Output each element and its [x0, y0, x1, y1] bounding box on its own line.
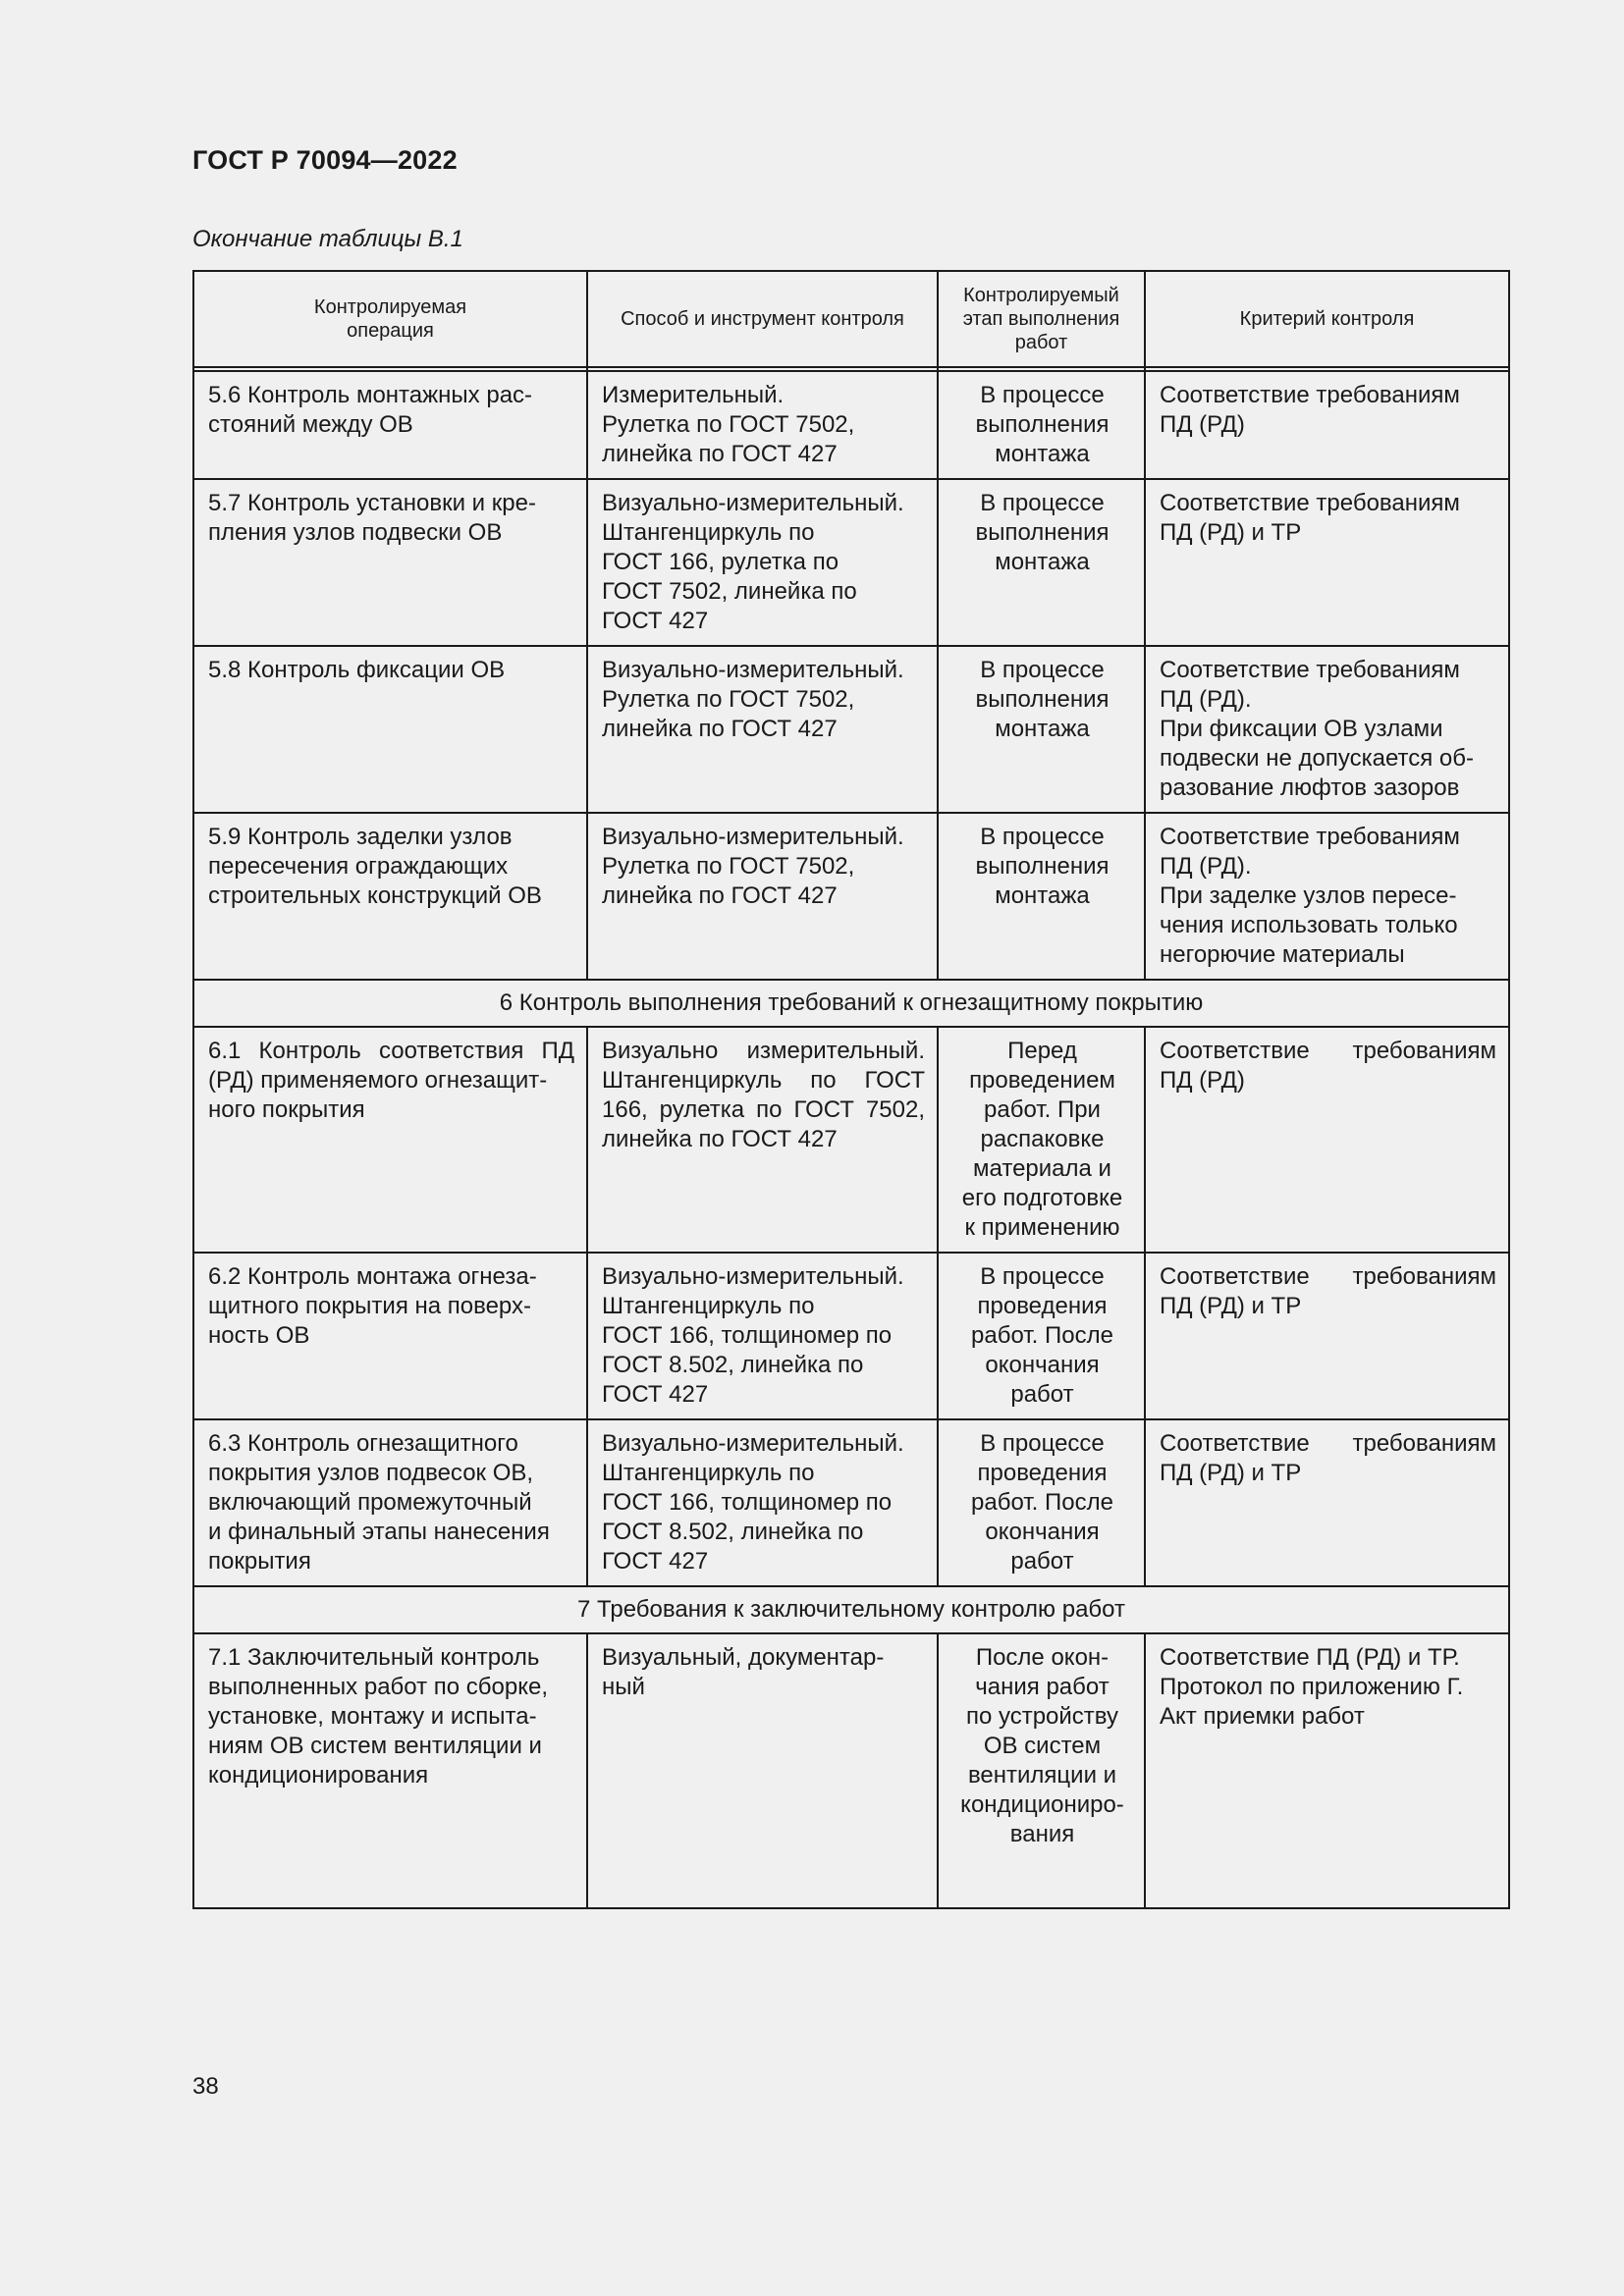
table-row: [193, 479, 1509, 646]
cell-method: Визуально-измерительный. Рулетка по ГОСТ 7502, линейка по ГОСТ 427: [587, 646, 938, 813]
cell-criterion: Соответствие требованиям ПД (РД) и ТР: [1145, 1253, 1509, 1419]
table-row: [193, 813, 1509, 980]
cell-stage: В процессе выполнения монтажа: [938, 371, 1145, 479]
table-header-row: [193, 271, 1509, 367]
cell-method: Визуальный, документар- ный: [587, 1633, 938, 1908]
cell-operation: 6.1 Контроль соответствия ПД (РД) применяемого огнезащит- ного покрытия: [193, 1027, 587, 1253]
cell-method: Визуально-измерительный. Рулетка по ГОСТ 7502, линейка по ГОСТ 427: [587, 813, 938, 980]
cell-method: Визуально-измерительный. Штангенциркуль по ГОСТ 166, толщиномер по ГОСТ 8.502, линейка по ГОСТ 427: [587, 1253, 938, 1419]
column-header-operation: Контролируемая операция: [193, 271, 587, 367]
column-header-stage: Контролируемый этап выполнения работ: [938, 271, 1145, 367]
page-number: 38: [192, 2073, 219, 2100]
section-heading-7: 7 Требования к заключительному контролю работ: [193, 1586, 1509, 1633]
table-row: [193, 1027, 1509, 1253]
cell-method: Измерительный. Рулетка по ГОСТ 7502, линейка по ГОСТ 427: [587, 371, 938, 479]
table-row: [193, 646, 1509, 813]
cell-stage: В процессе выполнения монтажа: [938, 479, 1145, 646]
cell-stage: В процессе проведения работ. После окончания работ: [938, 1253, 1145, 1419]
control-table: [192, 270, 1510, 1909]
cell-stage: В процессе выполнения монтажа: [938, 646, 1145, 813]
cell-operation: 6.3 Контроль огнезащитного покрытия узлов подвесок ОВ, включающий промежуточный и финальный этапы нанесения покрытия: [193, 1419, 587, 1586]
table-row: [193, 1633, 1509, 1908]
section-row: [193, 980, 1509, 1027]
section-row: [193, 1586, 1509, 1633]
cell-operation: 5.7 Контроль установки и кре- пления узлов подвески ОВ: [193, 479, 587, 646]
cell-criterion: Соответствие требованиям ПД (РД) и ТР: [1145, 479, 1509, 646]
cell-stage: После окон- чания работ по устройству ОВ систем вентиляции и кондициониро- вания: [938, 1633, 1145, 1908]
table-row: [193, 1419, 1509, 1586]
column-header-criterion: Критерий контроля: [1145, 271, 1509, 367]
cell-operation: 5.8 Контроль фиксации ОВ: [193, 646, 587, 813]
column-header-method: Способ и инструмент контроля: [587, 271, 938, 367]
cell-method: Визуально измерительный. Штангенциркуль по ГОСТ 166, рулетка по ГОСТ 7502, линейка по ГОСТ 427: [587, 1027, 938, 1253]
cell-method: Визуально-измерительный. Штангенциркуль по ГОСТ 166, толщиномер по ГОСТ 8.502, линейка по ГОСТ 427: [587, 1419, 938, 1586]
cell-criterion: Соответствие требованиям ПД (РД): [1145, 1027, 1509, 1253]
cell-operation: 5.6 Контроль монтажных рас- стояний между ОВ: [193, 371, 587, 479]
cell-stage: Перед проведением работ. При распаковке материала и его подготовке к применению: [938, 1027, 1145, 1253]
document-code: ГОСТ Р 70094—2022: [192, 145, 458, 175]
cell-method: Визуально-измерительный. Штангенциркуль по ГОСТ 166, рулетка по ГОСТ 7502, линейка по ГОСТ 427: [587, 479, 938, 646]
cell-criterion: Соответствие требованиям ПД (РД). При заделке узлов пересе- чения использовать только негорючие материалы: [1145, 813, 1509, 980]
cell-criterion: Соответствие требованиям ПД (РД): [1145, 371, 1509, 479]
cell-operation: 7.1 Заключительный контроль выполненных работ по сборке, установке, монтажу и испыта- ниям ОВ систем вентиляции и кондиционирования: [193, 1633, 587, 1908]
table-row: [193, 371, 1509, 479]
section-heading-6: 6 Контроль выполнения требований к огнезащитному покрытию: [193, 980, 1509, 1027]
cell-stage: В процессе проведения работ. После окончания работ: [938, 1419, 1145, 1586]
cell-stage: В процессе выполнения монтажа: [938, 813, 1145, 980]
cell-operation: 6.2 Контроль монтажа огнеза- щитного покрытия на поверх- ность ОВ: [193, 1253, 587, 1419]
cell-operation: 5.9 Контроль заделки узлов пересечения ограждающих строительных конструкций ОВ: [193, 813, 587, 980]
cell-criterion: Соответствие требованиям ПД (РД) и ТР: [1145, 1419, 1509, 1586]
table-row: [193, 1253, 1509, 1419]
cell-criterion: Соответствие ПД (РД) и ТР. Протокол по приложению Г. Акт приемки работ: [1145, 1633, 1509, 1908]
table-caption: Окончание таблицы В.1: [192, 226, 463, 252]
cell-criterion: Соответствие требованиям ПД (РД). При фиксации ОВ узлами подвески не допускается об- разование люфтов зазоров: [1145, 646, 1509, 813]
